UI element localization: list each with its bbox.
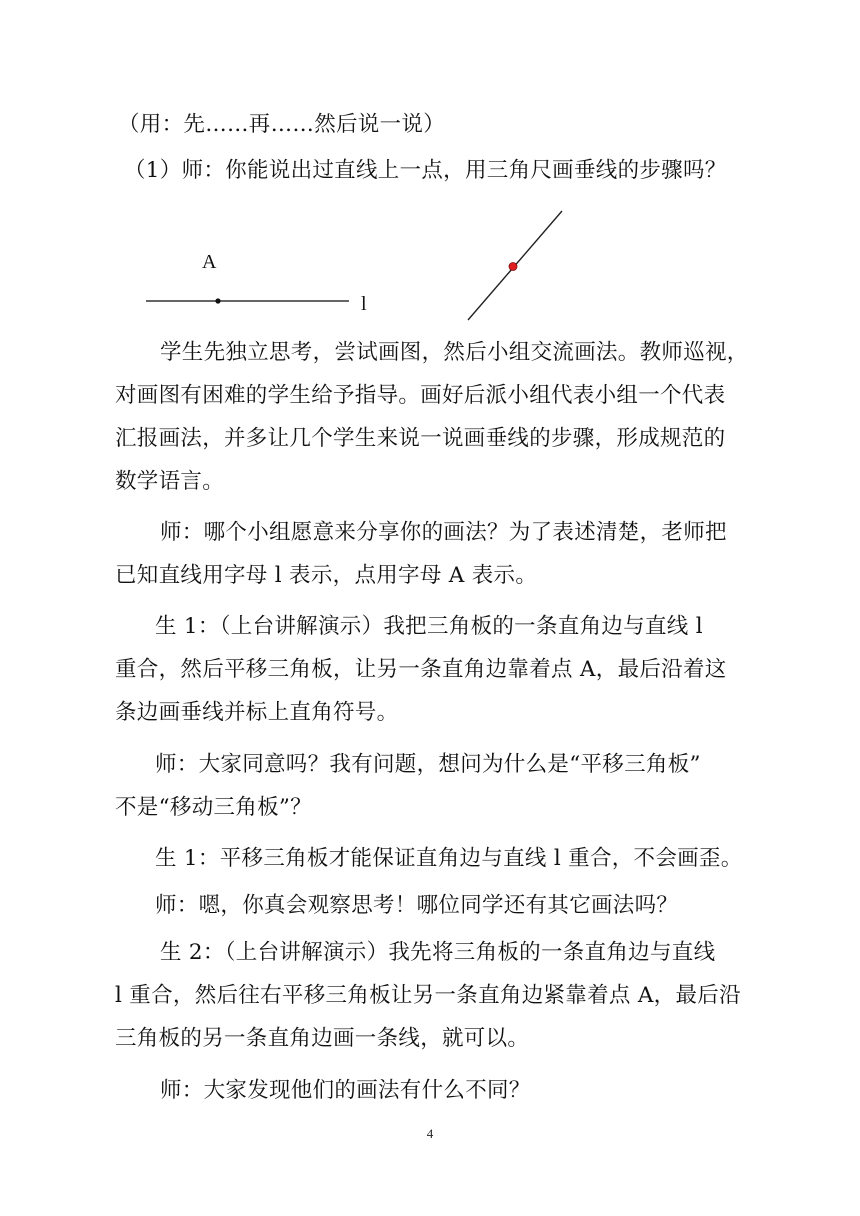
paragraph-line-4: 数学语言。 xyxy=(115,469,225,494)
paragraph-line-3: 汇报画法，并多让几个学生来说一说画垂线的步骤，形成规范的 xyxy=(115,426,726,451)
teacher-question-line-1: 师：大家同意吗？我有问题，想问为什么是“平移三角板” xyxy=(155,752,701,777)
point-a-label: A xyxy=(202,251,217,273)
student2-line-2: l 重合，然后往右平移三角板让另一条直角边紧靠着点 A，最后沿 xyxy=(115,983,741,1008)
teacher-line-1: 师：哪个小组愿意来分享你的画法？为了表述清楚，老师把 xyxy=(160,520,727,545)
red-point-dot xyxy=(509,263,517,271)
line-l-label: l xyxy=(361,293,367,315)
perpendicular-figure xyxy=(0,195,860,335)
question-line: （1）师：你能说出过直线上一点，用三角尺画垂线的步骤吗？ xyxy=(124,158,727,183)
page-number: 4 xyxy=(426,1126,434,1141)
student2-line-3: 三角板的另一条直角边画一条线，就可以。 xyxy=(115,1026,530,1051)
point-a-dot xyxy=(215,298,220,303)
figure-svg xyxy=(0,195,860,335)
paragraph-line-1: 学生先独立思考，尝试画图，然后小组交流画法。教师巡视， xyxy=(160,340,749,365)
student1-answer-line: 生 1：平移三角板才能保证直角边与直线 l 重合，不会画歪。 xyxy=(155,846,743,871)
teacher-final-line: 师：大家发现他们的画法有什么不同？ xyxy=(160,1078,531,1103)
teacher-praise-line: 师：嗯，你真会观察思考！哪位同学还有其它画法吗？ xyxy=(155,893,679,918)
student1-line-1: 生 1：（上台讲解演示）我把三角板的一条直角边与直线 l xyxy=(155,614,703,639)
paragraph-line-2: 对画图有困难的学生给予指导。画好后派小组代表小组一个代表 xyxy=(115,383,726,408)
teacher-question-line-2: 不是“移动三角板”？ xyxy=(115,795,312,820)
text-line-1: （用：先……再……然后说一说） xyxy=(118,112,446,137)
student1-line-2: 重合，然后平移三角板，让另一条直角边靠着点 A，最后沿着这 xyxy=(115,657,727,682)
teacher-line-2: 已知直线用字母 l 表示，点用字母 A 表示。 xyxy=(115,563,538,588)
student2-line-1: 生 2：（上台讲解演示）我先将三角板的一条直角边与直线 xyxy=(160,940,716,965)
student1-line-3: 条边画垂线并标上直角符号。 xyxy=(115,700,399,725)
